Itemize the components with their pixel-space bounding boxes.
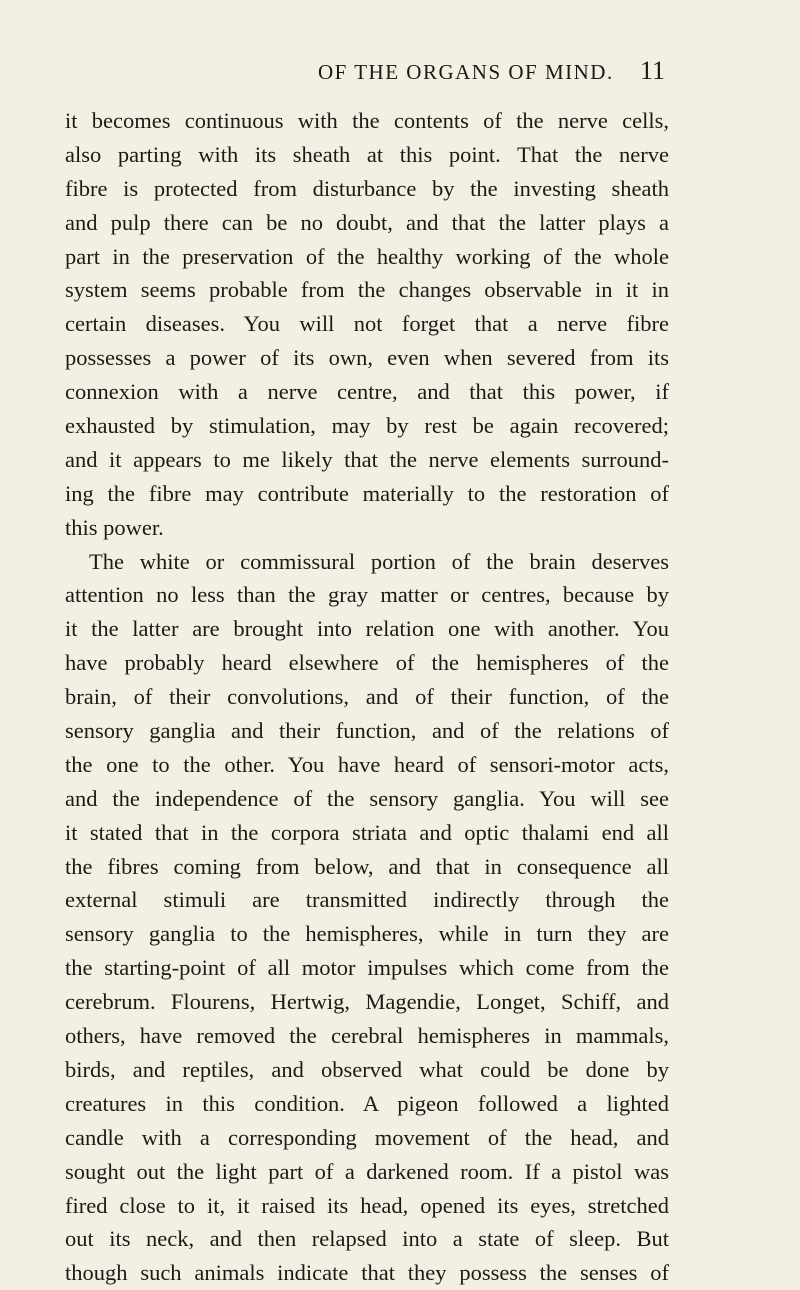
text-line-paragraph-end: this power. — [65, 514, 164, 540]
text-line: certain diseases. You will not forget that a nerve fibre — [65, 311, 669, 337]
text-line-paragraph-start: The white or commissural portion of the brain deserves — [89, 548, 669, 574]
text-line: exhausted by stimulation, may by rest be again recovered; — [65, 413, 669, 439]
text-line: it the latter are brought into relation one with another. You — [65, 616, 669, 642]
text-line: attention no less than the gray matter or centres, because by — [65, 582, 669, 608]
text-line: ing the fibre may contribute materially to the restoration of — [65, 480, 669, 506]
body-text — [65, 104, 669, 1290]
text-line: part in the preservation of the healthy working of the whole — [65, 243, 669, 269]
text-line: external stimuli are transmitted indirectly through the — [65, 887, 669, 913]
text-line: the fibres coming from below, and that in consequence all — [65, 853, 669, 879]
text-line: the starting-point of all motor impulses which come from the — [65, 955, 669, 981]
text-line: it becomes continuous with the contents of the nerve cells, — [65, 108, 669, 133]
text-line: though such animals indicate that they possess the senses of — [65, 1260, 669, 1286]
text-line: sensory ganglia to the hemispheres, while in turn they are — [65, 921, 669, 947]
text-line: fired close to it, it raised its head, opened its eyes, stretched — [65, 1192, 669, 1218]
text-line: fibre is protected from disturbance by the investing sheath — [65, 175, 669, 201]
text-line: and it appears to me likely that the nerve elements surround- — [65, 446, 669, 472]
running-title: OF THE ORGANS OF MIND. — [318, 60, 614, 84]
text-line: out its neck, and then relapsed into a state of sleep. But — [65, 1226, 669, 1252]
text-line: the one to the other. You have heard of sensori-motor acts, — [65, 751, 669, 777]
text-line: it stated that in the corpora striata and optic thalami end all — [65, 819, 669, 845]
text-line: birds, and reptiles, and observed what could be done by — [65, 1056, 669, 1082]
text-line: possesses a power of its own, even when severed from its — [65, 345, 669, 371]
text-line: also parting with its sheath at this point. That the nerve — [65, 141, 669, 167]
text-line: creatures in this condition. A pigeon followed a lighted — [65, 1090, 669, 1116]
text-line: cerebrum. Flourens, Hertwig, Magendie, Longet, Schiff, and — [65, 989, 669, 1015]
text-line: system seems probable from the changes observable in it in — [65, 277, 669, 303]
text-line: have probably heard elsewhere of the hemispheres of the — [65, 650, 669, 676]
page-number: 11 — [640, 56, 666, 85]
text-line: brain, of their convolutions, and of their function, of the — [65, 684, 669, 710]
text-line: sought out the light part of a darkened room. If a pistol was — [65, 1158, 669, 1184]
running-head — [0, 52, 800, 92]
text-line: candle with a corresponding movement of the head, and — [65, 1124, 669, 1150]
text-line: others, have removed the cerebral hemispheres in mammals, — [65, 1023, 669, 1049]
text-line: and pulp there can be no doubt, and that the latter plays a — [65, 209, 669, 235]
text-line: sensory ganglia and their function, and of the relations of — [65, 718, 669, 744]
text-line: connexion with a nerve centre, and that this power, if — [65, 379, 669, 405]
text-line: and the independence of the sensory ganglia. You will see — [65, 785, 669, 811]
